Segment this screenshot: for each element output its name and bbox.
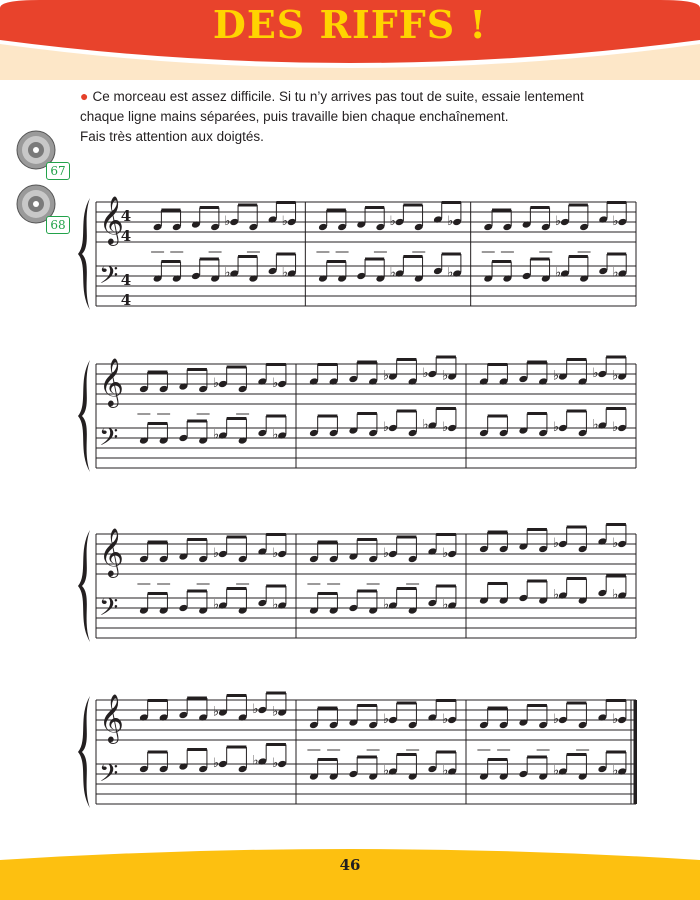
page-number: 46 bbox=[339, 856, 361, 874]
flat-sign: ♭ bbox=[612, 265, 619, 281]
flat-sign: ♭ bbox=[612, 536, 619, 551]
flat-sign: ♭ bbox=[382, 597, 390, 613]
flat-sign: ♭ bbox=[442, 712, 449, 727]
flat-sign: ♭ bbox=[612, 763, 619, 779]
bass-clef-icon: 𝄢 bbox=[99, 759, 119, 794]
flat-sign: ♭ bbox=[552, 587, 560, 603]
flat-sign: ♭ bbox=[442, 368, 449, 384]
flat-sign: ♭ bbox=[552, 368, 560, 384]
flat-sign: ♭ bbox=[272, 546, 279, 561]
time-signature-top: 4 bbox=[120, 271, 132, 289]
time-signature-bottom: 4 bbox=[120, 291, 132, 309]
flat-sign: ♭ bbox=[422, 417, 429, 433]
flat-sign: ♭ bbox=[212, 756, 220, 771]
flat-sign: ♭ bbox=[612, 368, 619, 384]
flat-sign: ♭ bbox=[212, 704, 220, 720]
flat-sign: ♭ bbox=[447, 265, 454, 281]
time-signature-top: 4 bbox=[120, 207, 132, 225]
flat-sign: ♭ bbox=[382, 368, 390, 384]
brace bbox=[78, 530, 90, 642]
page-title: DES RIFFS ! bbox=[212, 2, 488, 47]
intro-line-3: Fais très attention aux doigtés. bbox=[80, 129, 264, 144]
flat-sign: ♭ bbox=[382, 712, 390, 727]
treble-clef-icon: 𝄞 bbox=[99, 195, 124, 244]
brace bbox=[78, 360, 90, 472]
flat-sign: ♭ bbox=[389, 265, 396, 281]
flat-sign: ♭ bbox=[272, 376, 279, 391]
flat-sign: ♭ bbox=[442, 546, 449, 561]
flat-sign: ♭ bbox=[224, 265, 231, 281]
flat-sign: ♭ bbox=[552, 536, 560, 551]
flat-sign: ♭ bbox=[382, 420, 390, 435]
flat-sign: ♭ bbox=[272, 756, 279, 771]
flat-sign: ♭ bbox=[552, 712, 560, 727]
system-1 bbox=[78, 195, 636, 310]
time-signature-bottom: 4 bbox=[120, 227, 132, 245]
treble-clef-icon: 𝄞 bbox=[99, 693, 124, 742]
flat-sign: ♭ bbox=[212, 427, 220, 443]
flat-sign: ♭ bbox=[442, 420, 449, 435]
final-barline-thick bbox=[634, 700, 638, 804]
bullet-icon: ● bbox=[80, 88, 89, 104]
flat-sign: ♭ bbox=[442, 597, 449, 613]
treble-clef-icon: 𝄞 bbox=[99, 357, 124, 406]
flat-sign: ♭ bbox=[447, 214, 454, 229]
flat-sign: ♭ bbox=[252, 753, 259, 769]
flat-sign: ♭ bbox=[552, 763, 560, 779]
flat-sign: ♭ bbox=[592, 417, 599, 433]
flat-sign: ♭ bbox=[554, 214, 562, 229]
flat-sign: ♭ bbox=[272, 704, 279, 720]
system-2 bbox=[78, 357, 636, 472]
flat-sign: ♭ bbox=[612, 587, 619, 603]
bass-clef-icon: 𝄢 bbox=[99, 593, 119, 628]
treble-clef-icon: 𝄞 bbox=[99, 527, 124, 576]
flat-sign: ♭ bbox=[554, 265, 562, 281]
bass-clef-icon: 𝄢 bbox=[99, 423, 119, 458]
brace bbox=[78, 696, 90, 808]
flat-sign: ♭ bbox=[382, 763, 390, 779]
flat-sign: ♭ bbox=[212, 597, 220, 613]
flat-sign: ♭ bbox=[592, 366, 599, 381]
intro-line-1: Ce morceau est assez difficile. Si tu n’y arrives pas tout de suite, essaie lentement bbox=[92, 89, 584, 104]
flat-sign: ♭ bbox=[422, 366, 429, 381]
flat-sign: ♭ bbox=[212, 376, 220, 391]
flat-sign: ♭ bbox=[252, 702, 259, 717]
system-4 bbox=[78, 693, 637, 808]
flat-sign: ♭ bbox=[224, 214, 231, 229]
track-number: 67 bbox=[46, 162, 70, 180]
flat-sign: ♭ bbox=[612, 712, 619, 727]
flat-sign: ♭ bbox=[382, 546, 390, 561]
track-number: 68 bbox=[46, 216, 70, 234]
intro-line-2: chaque ligne mains séparées, puis travaille bien chaque enchaînement. bbox=[80, 109, 509, 124]
bass-clef-icon: 𝄢 bbox=[99, 261, 119, 296]
flat-sign: ♭ bbox=[612, 420, 619, 435]
flat-sign: ♭ bbox=[212, 546, 220, 561]
flat-sign: ♭ bbox=[272, 597, 279, 613]
flat-sign: ♭ bbox=[281, 214, 288, 229]
flat-sign: ♭ bbox=[612, 214, 619, 229]
flat-sign: ♭ bbox=[552, 420, 560, 435]
brace bbox=[78, 198, 90, 310]
flat-sign: ♭ bbox=[442, 763, 449, 779]
flat-sign: ♭ bbox=[281, 265, 288, 281]
system-3 bbox=[78, 525, 636, 643]
flat-sign: ♭ bbox=[389, 214, 396, 229]
flat-sign: ♭ bbox=[272, 427, 279, 443]
